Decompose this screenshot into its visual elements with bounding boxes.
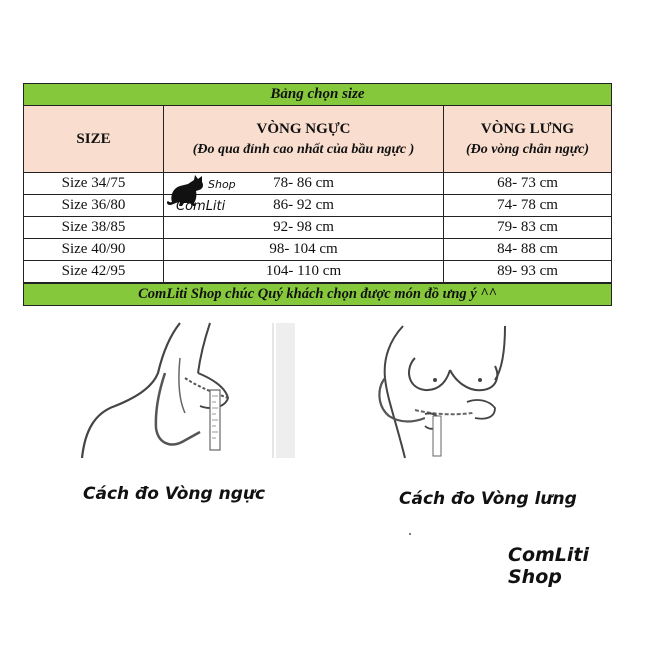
logo-shop-text: Shop: [208, 178, 236, 191]
header-size: [23, 106, 164, 173]
table-cell-size: Size 38/85: [23, 217, 164, 239]
shop-logo: [164, 172, 239, 214]
table-cell-under: 68- 73 cm: [444, 173, 612, 195]
header-bust-note: (Đo qua đỉnh cao nhất của bầu ngực ): [192, 141, 415, 157]
decorative-dot: [409, 533, 411, 535]
caption-bust: Cách đo Vòng ngực: [83, 484, 266, 504]
table-cell-size: Size 40/90: [23, 239, 164, 261]
header-bust: [163, 106, 444, 173]
caption-underbust: Cách đo Vòng lưng: [399, 489, 577, 509]
table-cell-under: 89- 93 cm: [444, 261, 612, 283]
header-under: [443, 106, 612, 173]
table-cell-bust: 78- 86 cm: [164, 173, 444, 195]
table-title: Bảng chọn size: [23, 83, 612, 106]
table-cell-size: Size 34/75: [23, 173, 164, 195]
table-cell-bust: 86- 92 cm: [164, 195, 444, 217]
table-footer: ComLiti Shop chúc Quý khách chọn được món đồ ưng ý ^^: [23, 283, 612, 306]
header-under-label: VÒNG LƯNG: [480, 120, 575, 137]
table-cell-under: 74- 78 cm: [444, 195, 612, 217]
header-size-label: SIZE: [76, 130, 111, 147]
table-cell-under: 79- 83 cm: [444, 217, 612, 239]
header-bust-label: VÒNG NGỰC: [256, 120, 351, 137]
table-cell-size: Size 36/80: [23, 195, 164, 217]
logo-brand-text: ComLiti: [176, 199, 226, 214]
table-cell-bust: 104- 110 cm: [164, 261, 444, 283]
table-cell-under: 84- 88 cm: [444, 239, 612, 261]
shop-name: ComLiti Shop: [508, 544, 590, 588]
header-under-note: (Đo vòng chân ngực): [465, 141, 590, 157]
underbust-measure-illustration: [355, 318, 555, 463]
bust-measure-illustration: [60, 318, 295, 463]
table-cell-size: Size 42/95: [23, 261, 164, 283]
table-cell-bust: 98- 104 cm: [164, 239, 444, 261]
table-cell-bust: 92- 98 cm: [164, 217, 444, 239]
